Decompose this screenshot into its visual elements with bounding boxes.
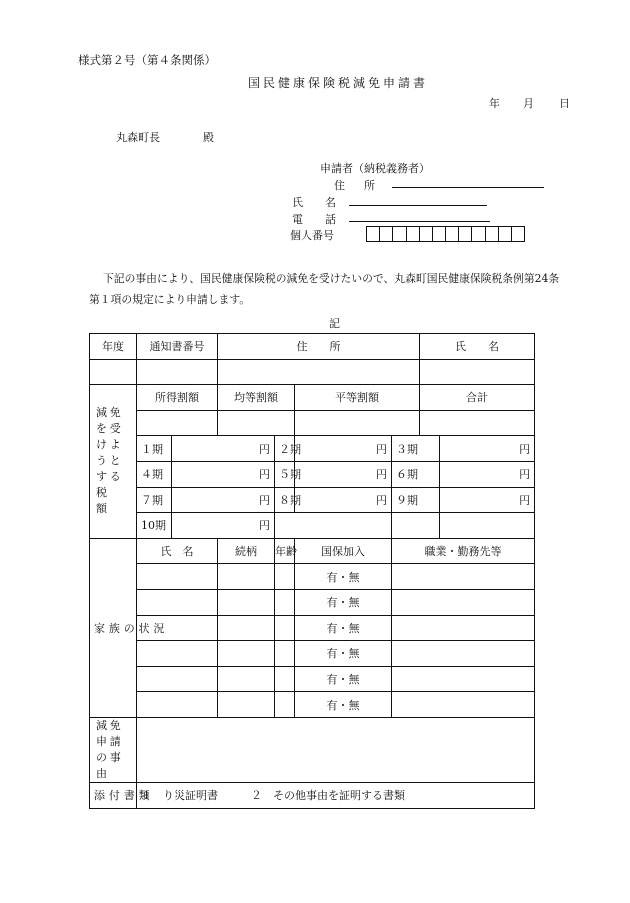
family-age-input[interactable] xyxy=(275,615,295,641)
family-age-input[interactable] xyxy=(275,641,295,667)
tax-header-total: 合計 xyxy=(420,385,535,411)
table-row xyxy=(90,334,535,360)
my-number-digit[interactable] xyxy=(499,227,512,241)
application-table xyxy=(89,333,535,809)
empty-cell xyxy=(275,513,392,539)
family-insured-choice[interactable]: 有・無 xyxy=(295,666,392,692)
period-label: １期 xyxy=(137,436,172,462)
applicant-name-field[interactable] xyxy=(349,205,487,206)
my-number-digit[interactable] xyxy=(420,227,433,241)
period-amount[interactable]: 円 xyxy=(172,461,275,487)
table-row xyxy=(90,385,535,411)
family-header-relation: 続柄 xyxy=(218,538,275,564)
family-occupation-input[interactable] xyxy=(392,589,535,615)
period-label: 10期 xyxy=(137,513,172,539)
body-text-line1: 下記の事由により、国民健康保険税の減免を受けたいので、丸森町国民健康保険税条例第24条 xyxy=(103,272,560,285)
period-label: ７期 xyxy=(137,487,172,513)
family-header-occupation: 職業・勤務先等 xyxy=(392,538,535,564)
header-name: 氏 名 xyxy=(420,334,535,360)
family-age-input[interactable] xyxy=(275,589,295,615)
applicant-my-number-label: 個人番号 xyxy=(290,229,334,242)
my-number-field[interactable] xyxy=(366,226,525,242)
period-amount[interactable]: 円 xyxy=(440,461,535,487)
reason-input[interactable] xyxy=(137,717,535,782)
my-number-digit[interactable] xyxy=(367,227,380,241)
tax-header-income: 所得割額 xyxy=(137,385,218,411)
family-insured-choice[interactable]: 有・無 xyxy=(295,615,392,641)
my-number-digit[interactable] xyxy=(459,227,472,241)
family-relation-input[interactable] xyxy=(218,641,275,667)
family-insured-choice[interactable]: 有・無 xyxy=(295,589,392,615)
family-occupation-input[interactable] xyxy=(392,641,535,667)
family-header-age: 年齢 xyxy=(275,538,295,564)
period-amount[interactable]: 円 xyxy=(440,436,535,462)
table-row xyxy=(90,359,535,385)
family-relation-input[interactable] xyxy=(218,589,275,615)
family-age-input[interactable] xyxy=(275,666,295,692)
table-row xyxy=(90,589,535,615)
ki-heading: 記 xyxy=(329,317,340,330)
applicant-heading: 申請者（納税義務者） xyxy=(320,162,430,175)
table-row xyxy=(90,538,535,564)
family-occupation-input[interactable] xyxy=(392,692,535,718)
table-row xyxy=(90,564,535,590)
family-relation-input[interactable] xyxy=(218,692,275,718)
date-month: 月 xyxy=(523,97,534,110)
my-number-digit[interactable] xyxy=(380,227,393,241)
tax-header-household: 平等割額 xyxy=(295,385,420,411)
period-amount[interactable]: 円 xyxy=(440,487,535,513)
reason-label: 減免申請の事 由 xyxy=(90,717,137,782)
date-day: 日 xyxy=(559,97,570,110)
applicant-phone-field[interactable] xyxy=(349,221,490,222)
input-per-capita-tax[interactable] xyxy=(218,410,295,436)
family-name-input[interactable] xyxy=(137,666,218,692)
input-income-tax[interactable] xyxy=(137,410,218,436)
family-age-input[interactable] xyxy=(275,564,295,590)
my-number-digit[interactable] xyxy=(512,227,524,241)
table-row xyxy=(90,692,535,718)
form-number: 様式第２号（第４条関係） xyxy=(78,53,216,67)
applicant-address-field[interactable] xyxy=(392,187,544,188)
family-relation-input[interactable] xyxy=(218,564,275,590)
applicant-name-label: 氏 名 xyxy=(292,196,336,209)
period-amount[interactable]: 円 xyxy=(172,513,275,539)
family-insured-choice[interactable]: 有・無 xyxy=(295,564,392,590)
table-row xyxy=(90,513,535,539)
header-year: 年度 xyxy=(90,334,137,360)
family-name-input[interactable] xyxy=(137,564,218,590)
my-number-digit[interactable] xyxy=(472,227,485,241)
applicant-address-label: 住 所 xyxy=(334,179,379,192)
my-number-digit[interactable] xyxy=(486,227,499,241)
my-number-digit[interactable] xyxy=(393,227,406,241)
family-relation-input[interactable] xyxy=(218,666,275,692)
period-label: ５期 xyxy=(275,461,295,487)
empty-cell xyxy=(392,513,440,539)
input-household-tax[interactable] xyxy=(295,410,420,436)
table-row xyxy=(90,487,535,513)
tax-header-per-capita: 均等割額 xyxy=(218,385,295,411)
period-label: ６期 xyxy=(392,461,440,487)
date-year: 年 xyxy=(489,97,500,110)
family-name-input[interactable] xyxy=(137,692,218,718)
period-label: ８期 xyxy=(275,487,295,513)
period-label: ３期 xyxy=(392,436,440,462)
table-row xyxy=(90,782,535,808)
header-address: 住 所 xyxy=(218,334,420,360)
family-insured-choice[interactable]: 有・無 xyxy=(295,692,392,718)
family-occupation-input[interactable] xyxy=(392,615,535,641)
empty-cell xyxy=(440,513,535,539)
header-notice-no: 通知書番号 xyxy=(137,334,218,360)
period-amount[interactable]: 円 xyxy=(295,461,392,487)
table-row xyxy=(90,461,535,487)
attachments-label: 添付書類 xyxy=(90,782,137,808)
input-total-tax[interactable] xyxy=(420,410,535,436)
family-occupation-input[interactable] xyxy=(392,666,535,692)
family-relation-input[interactable] xyxy=(218,615,275,641)
period-label: ４期 xyxy=(137,461,172,487)
my-number-digit[interactable] xyxy=(433,227,446,241)
addressee-honorific: 殿 xyxy=(203,131,214,144)
period-amount[interactable]: 円 xyxy=(172,436,275,462)
table-row xyxy=(90,666,535,692)
applicant-phone-label: 電 話 xyxy=(292,213,336,226)
family-section-label: 家族の状況 xyxy=(90,538,137,717)
period-amount[interactable]: 円 xyxy=(295,436,392,462)
body-text-line2: 第１項の規定により申請します。 xyxy=(89,293,251,306)
family-header-name: 氏 名 xyxy=(137,538,218,564)
period-amount[interactable]: 円 xyxy=(172,487,275,513)
family-name-input[interactable] xyxy=(137,641,218,667)
family-name-input[interactable] xyxy=(137,589,218,615)
my-number-digit[interactable] xyxy=(446,227,459,241)
family-occupation-input[interactable] xyxy=(392,564,535,590)
table-row xyxy=(90,641,535,667)
my-number-digit[interactable] xyxy=(407,227,420,241)
table-row xyxy=(90,436,535,462)
attachments-text: １ り災証明書 ２ その他事由を証明する書類 xyxy=(137,782,535,808)
input-year[interactable] xyxy=(90,359,137,385)
tax-section-label: 減免を受けようとする税 額 xyxy=(90,385,137,539)
addressee-name: 丸森町長 xyxy=(116,131,160,144)
input-address[interactable] xyxy=(218,359,420,385)
period-label: ９期 xyxy=(392,487,440,513)
period-label: ２期 xyxy=(275,436,295,462)
family-age-input[interactable] xyxy=(275,692,295,718)
table-row xyxy=(90,717,535,782)
input-name[interactable] xyxy=(420,359,535,385)
input-notice-no[interactable] xyxy=(137,359,218,385)
family-insured-choice[interactable]: 有・無 xyxy=(295,641,392,667)
family-header-insured: 国保加入 xyxy=(295,538,392,564)
table-row xyxy=(90,410,535,436)
page-title: 国民健康保険税減免申請書 xyxy=(248,76,429,90)
period-amount[interactable]: 円 xyxy=(295,487,392,513)
